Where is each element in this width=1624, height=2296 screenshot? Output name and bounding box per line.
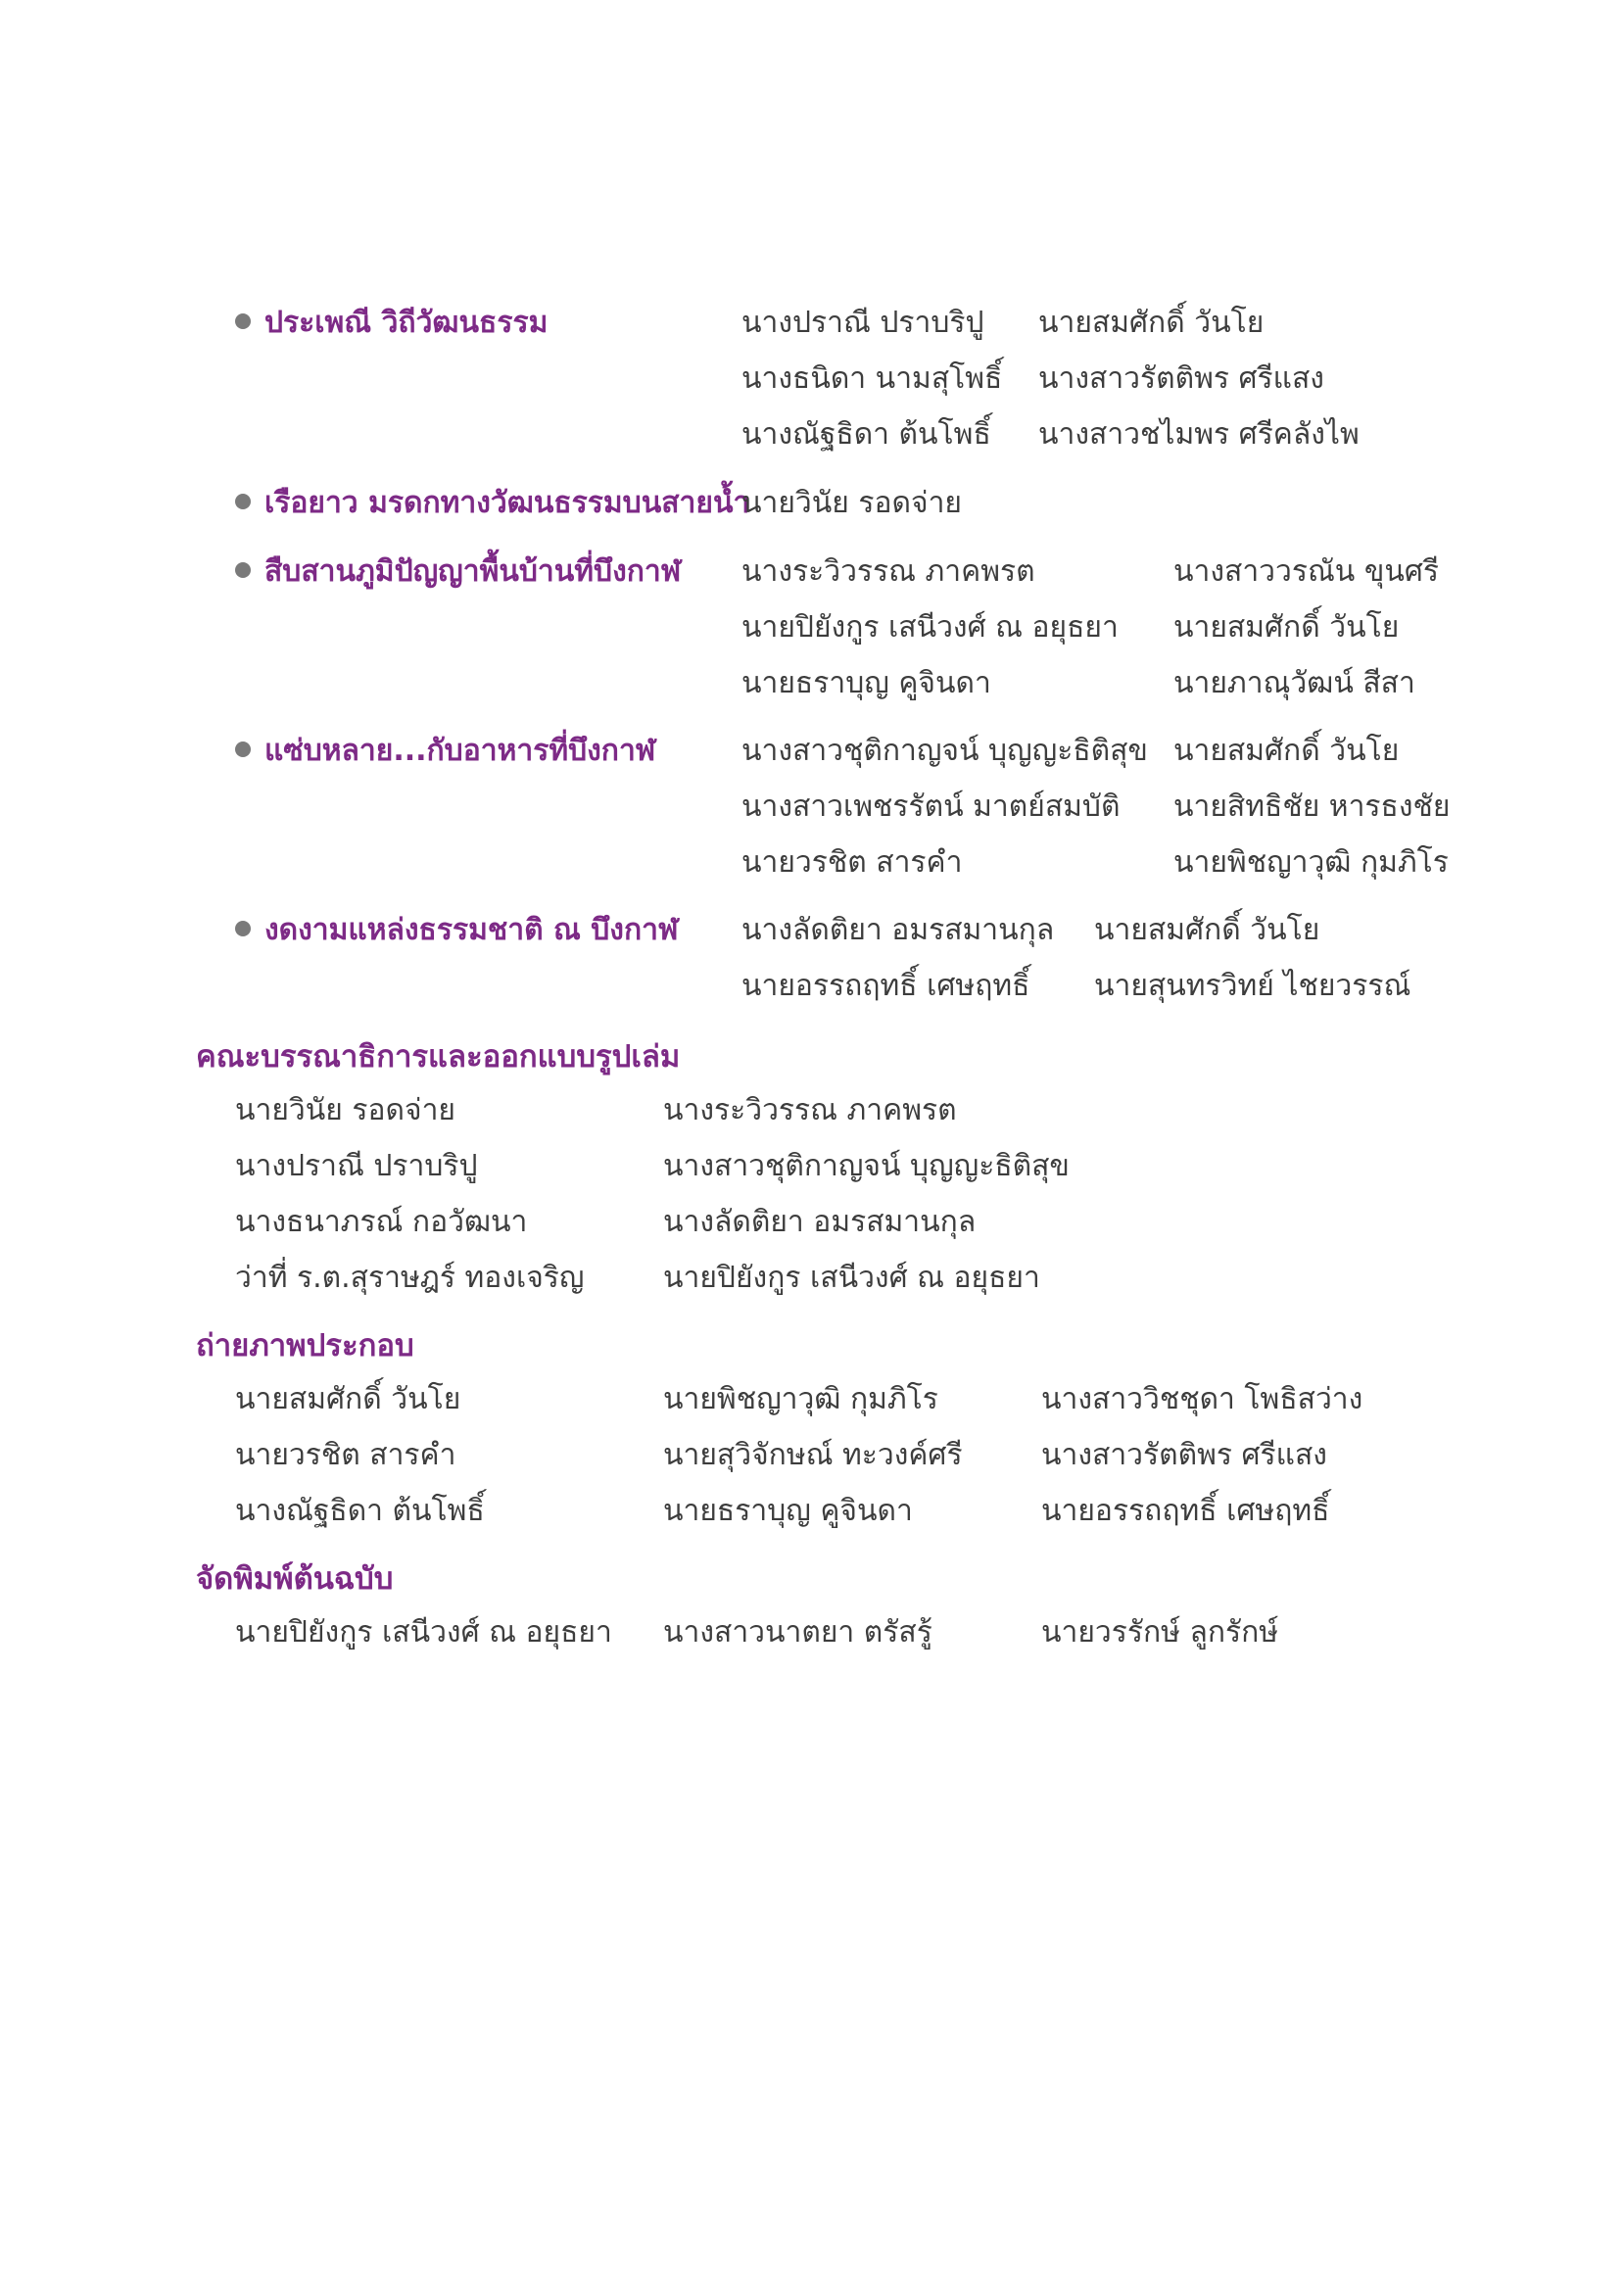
contributor-name: นายวินัย รอดจ่าย <box>741 486 963 520</box>
contributor-name: นายปิยังกูร เสนีวงศ์ ณ อยุธยา <box>235 1615 612 1650</box>
bullet-icon <box>235 494 251 509</box>
bullet-icon <box>235 741 251 757</box>
topic-title: แซ่บหลาย...กับอาหารที่บึงกาฬ <box>235 728 655 774</box>
contributor-name: นางปราณี ปราบริปู <box>235 1149 478 1183</box>
contributor-name: นายอรรถฤทธิ์ เศษฤทธิ์ <box>1041 1494 1330 1528</box>
topic-title: สืบสานภูมิปัญญาพื้นบ้านที่บึงกาฬ <box>235 549 681 595</box>
topic-title: งดงามแหล่งธรรมชาติ ณ บึงกาฬ <box>235 907 678 953</box>
contributor-name: นายธราบุญ คูจินดา <box>663 1494 913 1528</box>
contributor-name: นายสมศักดิ์ วันโย <box>235 1382 461 1416</box>
contributor-name: นายอรรถฤทธิ์ เศษฤทธิ์ <box>741 969 1030 1003</box>
contributor-name: นายวรชิต สารคำ <box>741 845 963 880</box>
contributor-name: นางลัดติยา อมรสมานกุล <box>663 1205 977 1239</box>
contributor-name: นายสมศักดิ์ วันโย <box>1094 913 1320 947</box>
contributor-name: นายสมศักดิ์ วันโย <box>1173 734 1400 768</box>
contributor-name: นางสาวชไมพร ศรีคลังไพ <box>1038 417 1360 452</box>
section-heading: คณะบรรณาธิการและออกแบบรูปเล่ม <box>196 1039 681 1075</box>
contributor-name: นางปราณี ปราบริปู <box>741 306 984 340</box>
contributor-name: นางสาวนาตยา ตรัสรู้ <box>663 1615 932 1650</box>
contributor-name: นายพิชญาวุฒิ กุมภิโร <box>663 1382 938 1416</box>
contributor-name: นางระวิวรรณ ภาคพรต <box>663 1093 957 1127</box>
contributor-name: นายปิยังกูร เสนีวงศ์ ณ อยุธยา <box>741 610 1119 645</box>
contributor-name: นางลัดติยา อมรสมานกุล <box>741 913 1055 947</box>
contributor-name: นางธนิดา นามสุโพธิ์ <box>741 361 1003 396</box>
contributor-name: นายปิยังกูร เสนีวงศ์ ณ อยุธยา <box>663 1261 1040 1295</box>
contributor-name: นางระวิวรรณ ภาคพรต <box>741 554 1035 589</box>
contributor-name: นายวรชิต สารคำ <box>235 1438 456 1472</box>
section-heading: ถ่ายภาพประกอบ <box>196 1328 414 1363</box>
bullet-icon <box>235 921 251 936</box>
contributor-name: นางสาววรณัน ขุนศรี <box>1173 554 1440 589</box>
contributor-name: นายวรรักษ์ ลูกรักษ์ <box>1041 1615 1279 1650</box>
contributor-name: นางสาวรัตติพร ศรีแสง <box>1041 1438 1327 1472</box>
contributor-name: นายสุนทรวิทย์ ไชยวรรณ์ <box>1094 969 1411 1003</box>
contributor-name: นางสาวชุติกาญจน์ บุญญะธิติสุข <box>741 734 1148 768</box>
contributor-name: นายสมศักดิ์ วันโย <box>1173 610 1400 645</box>
contributor-name: นายภาณุวัฒน์ สีสา <box>1173 666 1415 700</box>
contributor-name: นางณัฐธิดา ต้นโพธิ์ <box>235 1494 485 1528</box>
topic-title: ประเพณี วิถีวัฒนธรรม <box>235 300 548 346</box>
contributor-name: นางสาวเพชรรัตน์ มาตย์สมบัติ <box>741 789 1121 824</box>
section-heading: จัดพิมพ์ต้นฉบับ <box>196 1561 394 1597</box>
contributor-name: นางธนาภรณ์ กอวัฒนา <box>235 1205 528 1239</box>
contributor-name: นายธราบุญ คูจินดา <box>741 666 991 700</box>
contributor-name: นางณัฐธิดา ต้นโพธิ์ <box>741 417 991 452</box>
bullet-icon <box>235 562 251 578</box>
contributor-name: นายพิชญาวุฒิ กุมภิโร <box>1173 845 1449 880</box>
contributor-name: นายวินัย รอดจ่าย <box>235 1093 456 1127</box>
bullet-icon <box>235 313 251 329</box>
topic-title: เรือยาว มรดกทางวัฒนธรรมบนสายน้ำ <box>235 480 749 526</box>
contributor-name: นายสมศักดิ์ วันโย <box>1038 306 1265 340</box>
contributor-name: ว่าที่ ร.ต.สุราษฎร์ ทองเจริญ <box>235 1261 585 1295</box>
contributor-name: นางสาวรัตติพร ศรีแสง <box>1038 361 1324 396</box>
contributor-name: นางสาวชุติกาญจน์ บุญญะธิติสุข <box>663 1149 1070 1183</box>
contributor-name: นางสาววิชชุดา โพธิสว่าง <box>1041 1382 1363 1416</box>
contributor-name: นายสุวิจักษณ์ ทะวงค์ศรี <box>663 1438 963 1472</box>
contributor-name: นายสิทธิชัย หารธงชัย <box>1173 789 1451 824</box>
